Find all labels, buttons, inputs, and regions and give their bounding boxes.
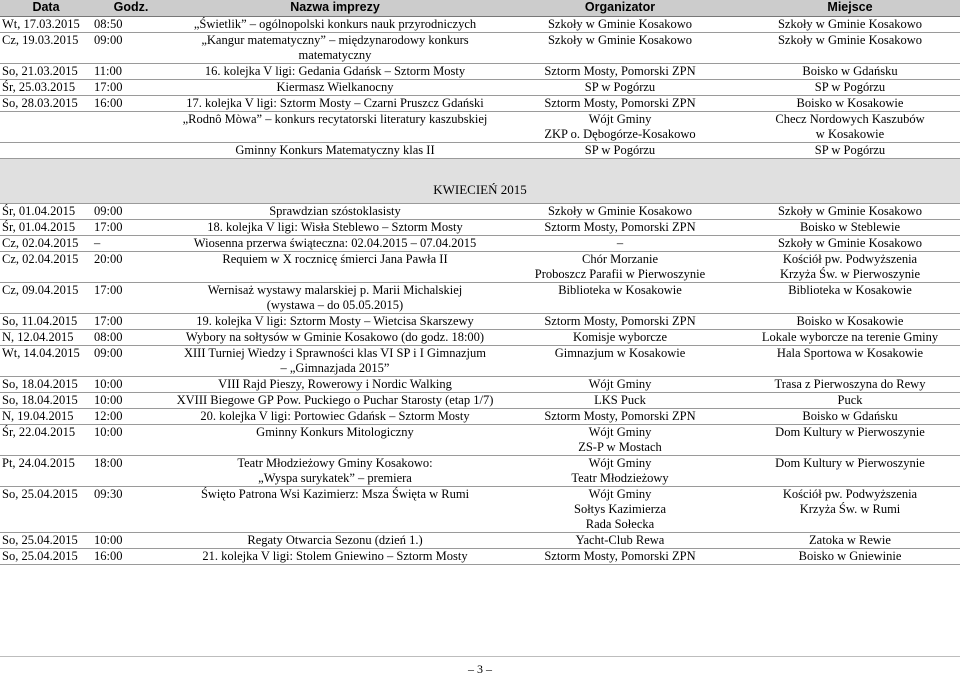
- table-row: [0, 393, 960, 409]
- table-row: [0, 533, 960, 549]
- cell-date: So, 11.04.2015: [0, 314, 92, 330]
- cell-event-name: „Świetlik” – ogólnopolski konkurs nauk przyrodniczych: [170, 17, 500, 33]
- table-row: [0, 80, 960, 96]
- cell-organizer: Chór Morzanie Proboszcz Parafii w Pierwoszynie: [500, 252, 740, 283]
- cell-place: Szkoły w Gminie Kosakowo: [740, 33, 960, 64]
- cell-organizer: Wójt Gminy Teatr Młodzieżowy: [500, 456, 740, 487]
- cell-date: Wt, 17.03.2015: [0, 17, 92, 33]
- header-time: Godz.: [92, 0, 170, 17]
- cell-time: 09:00: [92, 33, 170, 64]
- cell-time: 18:00: [92, 456, 170, 487]
- cell-event-name: Gminny Konkurs Matematyczny klas II: [170, 143, 500, 159]
- cell-date: [0, 112, 92, 143]
- cell-place: Zatoka w Rewie: [740, 533, 960, 549]
- section-title: KWIECIEŃ 2015: [433, 181, 527, 197]
- cell-place: Boisko w Gniewinie: [740, 549, 960, 565]
- header-place: Miejsce: [740, 0, 960, 17]
- table-row: [0, 96, 960, 112]
- cell-event-name: Wernisaż wystawy malarskiej p. Marii Michalskiej (wystawa – do 05.05.2015): [170, 283, 500, 314]
- cell-place: Puck: [740, 393, 960, 409]
- cell-place: Szkoły w Gminie Kosakowo: [740, 17, 960, 33]
- cell-time: 09:00: [92, 204, 170, 220]
- cell-event-name: 19. kolejka V ligi: Sztorm Mosty – Wietcisa Skarszewy: [170, 314, 500, 330]
- cell-time: 10:00: [92, 425, 170, 456]
- cell-organizer: Wójt Gminy ZS-P w Mostach: [500, 425, 740, 456]
- cell-place: Boisko w Steblewie: [740, 220, 960, 236]
- cell-event-name: Wiosenna przerwa świąteczna: 02.04.2015 – 07.04.2015: [170, 236, 500, 252]
- cell-organizer: Sztorm Mosty, Pomorski ZPN: [500, 64, 740, 80]
- cell-time: [92, 112, 170, 143]
- table-row: [0, 409, 960, 425]
- cell-date: So, 21.03.2015: [0, 64, 92, 80]
- cell-date: So, 18.04.2015: [0, 377, 92, 393]
- cell-event-name: XIII Turniej Wiedzy i Sprawności klas VI SP i I Gimnazjum – „Gimnazjada 2015”: [170, 346, 500, 377]
- cell-place: Szkoły w Gminie Kosakowo: [740, 204, 960, 220]
- cell-time: 09:00: [92, 346, 170, 377]
- cell-date: So, 28.03.2015: [0, 96, 92, 112]
- cell-date: Pt, 24.04.2015: [0, 456, 92, 487]
- table-row: [0, 346, 960, 377]
- cell-event-name: Sprawdzian szóstoklasisty: [170, 204, 500, 220]
- cell-time: [92, 143, 170, 159]
- cell-event-name: 20. kolejka V ligi: Portowiec Gdańsk – Sztorm Mosty: [170, 409, 500, 425]
- table-row: [0, 314, 960, 330]
- cell-time: 12:00: [92, 409, 170, 425]
- cell-event-name: 21. kolejka V ligi: Stolem Gniewino – Sztorm Mosty: [170, 549, 500, 565]
- cell-time: 16:00: [92, 549, 170, 565]
- cell-date: N, 19.04.2015: [0, 409, 92, 425]
- table-row: [0, 33, 960, 64]
- cell-event-name: Requiem w X rocznicę śmierci Jana Pawła II: [170, 252, 500, 283]
- table-row: [0, 64, 960, 80]
- table-row: [0, 377, 960, 393]
- cell-organizer: Sztorm Mosty, Pomorski ZPN: [500, 409, 740, 425]
- cell-event-name: „Rodnô Mòwa” – konkurs recytatorski literatury kaszubskiej: [170, 112, 500, 143]
- cell-date: So, 25.04.2015: [0, 549, 92, 565]
- footer-divider: [0, 656, 960, 657]
- table-row: [0, 252, 960, 283]
- cell-event-name: Kiermasz Wielkanocny: [170, 80, 500, 96]
- cell-time: –: [92, 236, 170, 252]
- cell-time: 08:00: [92, 330, 170, 346]
- cell-organizer: Sztorm Mosty, Pomorski ZPN: [500, 220, 740, 236]
- cell-time: 10:00: [92, 533, 170, 549]
- cell-time: 17:00: [92, 314, 170, 330]
- cell-date: [0, 143, 92, 159]
- cell-event-name: 18. kolejka V ligi: Wisła Steblewo – Sztorm Mosty: [170, 220, 500, 236]
- table-row: [0, 236, 960, 252]
- cell-event-name: Święto Patrona Wsi Kazimierz: Msza Święta w Rumi: [170, 487, 500, 533]
- cell-place: Boisko w Kosakowie: [740, 96, 960, 112]
- cell-date: Śr, 22.04.2015: [0, 425, 92, 456]
- cell-place: Kościół pw. Podwyższenia Krzyża Św. w Pierwoszynie: [740, 252, 960, 283]
- cell-place: Szkoły w Gminie Kosakowo: [740, 236, 960, 252]
- cell-date: So, 18.04.2015: [0, 393, 92, 409]
- cell-place: Dom Kultury w Pierwoszynie: [740, 456, 960, 487]
- cell-event-name: Regaty Otwarcia Sezonu (dzień 1.): [170, 533, 500, 549]
- cell-date: Wt, 14.04.2015: [0, 346, 92, 377]
- cell-time: 16:00: [92, 96, 170, 112]
- cell-place: Kościół pw. Podwyższenia Krzyża Św. w Rumi: [740, 487, 960, 533]
- table-row: [0, 330, 960, 346]
- cell-organizer: Yacht-Club Rewa: [500, 533, 740, 549]
- header-name: Nazwa imprezy: [170, 0, 500, 17]
- cell-event-name: 16. kolejka V ligi: Gedania Gdańsk – Sztorm Mosty: [170, 64, 500, 80]
- cell-organizer: Szkoły w Gminie Kosakowo: [500, 17, 740, 33]
- cell-organizer: –: [500, 236, 740, 252]
- table-row: [0, 425, 960, 456]
- cell-organizer: Szkoły w Gminie Kosakowo: [500, 33, 740, 64]
- table-row: [0, 17, 960, 33]
- cell-date: So, 25.04.2015: [0, 533, 92, 549]
- cell-place: SP w Pogórzu: [740, 143, 960, 159]
- cell-time: 17:00: [92, 80, 170, 96]
- cell-organizer: LKS Puck: [500, 393, 740, 409]
- cell-organizer: Sztorm Mosty, Pomorski ZPN: [500, 96, 740, 112]
- cell-place: Checz Nordowych Kaszubów w Kosakowie: [740, 112, 960, 143]
- events-body: [0, 17, 960, 565]
- header-date: Data: [0, 0, 92, 17]
- cell-organizer: Wójt Gminy: [500, 377, 740, 393]
- cell-event-name: Gminny Konkurs Mitologiczny: [170, 425, 500, 456]
- cell-time: 11:00: [92, 64, 170, 80]
- cell-event-name: Teatr Młodzieżowy Gminy Kosakowo: „Wyspa surykatek” – premiera: [170, 456, 500, 487]
- cell-date: N, 12.04.2015: [0, 330, 92, 346]
- cell-organizer: Sztorm Mosty, Pomorski ZPN: [500, 549, 740, 565]
- cell-organizer: Wójt Gminy ZKP o. Dębogórze-Kosakowo: [500, 112, 740, 143]
- cell-place: Trasa z Pierwoszyna do Rewy: [740, 377, 960, 393]
- cell-event-name: Wybory na sołtysów w Gminie Kosakowo (do godz. 18:00): [170, 330, 500, 346]
- cell-organizer: SP w Pogórzu: [500, 143, 740, 159]
- cell-time: 10:00: [92, 377, 170, 393]
- table-row: [0, 143, 960, 159]
- cell-date: So, 25.04.2015: [0, 487, 92, 533]
- cell-time: 08:50: [92, 17, 170, 33]
- section-header-row: [0, 159, 960, 204]
- page-number: – 3 –: [468, 662, 492, 676]
- table-row: [0, 456, 960, 487]
- cell-date: Cz, 02.04.2015: [0, 236, 92, 252]
- cell-place: Boisko w Gdańsku: [740, 409, 960, 425]
- cell-place: Dom Kultury w Pierwoszynie: [740, 425, 960, 456]
- cell-event-name: 17. kolejka V ligi: Sztorm Mosty – Czarni Pruszcz Gdański: [170, 96, 500, 112]
- table-row: [0, 204, 960, 220]
- cell-date: Śr, 01.04.2015: [0, 204, 92, 220]
- table-row: [0, 220, 960, 236]
- cell-time: 10:00: [92, 393, 170, 409]
- cell-date: Cz, 19.03.2015: [0, 33, 92, 64]
- table-row: [0, 487, 960, 533]
- cell-time: 09:30: [92, 487, 170, 533]
- cell-organizer: Szkoły w Gminie Kosakowo: [500, 204, 740, 220]
- cell-place: Boisko w Kosakowie: [740, 314, 960, 330]
- table-row: [0, 112, 960, 143]
- cell-date: Śr, 01.04.2015: [0, 220, 92, 236]
- cell-event-name: „Kangur matematyczny” – międzynarodowy konkurs matematyczny: [170, 33, 500, 64]
- cell-organizer: Biblioteka w Kosakowie: [500, 283, 740, 314]
- cell-organizer: Komisje wyborcze: [500, 330, 740, 346]
- cell-event-name: XVIII Biegowe GP Pow. Puckiego o Puchar Starosty (etap 1/7): [170, 393, 500, 409]
- cell-date: Cz, 09.04.2015: [0, 283, 92, 314]
- table-row: [0, 549, 960, 565]
- header-organizer: Organizator: [500, 0, 740, 17]
- cell-time: 17:00: [92, 220, 170, 236]
- cell-organizer: Gimnazjum w Kosakowie: [500, 346, 740, 377]
- cell-organizer: Sztorm Mosty, Pomorski ZPN: [500, 314, 740, 330]
- cell-place: SP w Pogórzu: [740, 80, 960, 96]
- cell-time: 17:00: [92, 283, 170, 314]
- cell-place: Lokale wyborcze na terenie Gminy: [740, 330, 960, 346]
- cell-place: Boisko w Gdańsku: [740, 64, 960, 80]
- cell-date: Cz, 02.04.2015: [0, 252, 92, 283]
- table-row: [0, 283, 960, 314]
- cell-organizer: Wójt Gminy Sołtys Kazimierza Rada Sołecka: [500, 487, 740, 533]
- cell-time: 20:00: [92, 252, 170, 283]
- header-row: [0, 0, 960, 17]
- cell-place: Hala Sportowa w Kosakowie: [740, 346, 960, 377]
- cell-place: Biblioteka w Kosakowie: [740, 283, 960, 314]
- cell-organizer: SP w Pogórzu: [500, 80, 740, 96]
- section-cell: [0, 159, 960, 204]
- cell-date: Śr, 25.03.2015: [0, 80, 92, 96]
- cell-event-name: VIII Rajd Pieszy, Rowerowy i Nordic Walking: [170, 377, 500, 393]
